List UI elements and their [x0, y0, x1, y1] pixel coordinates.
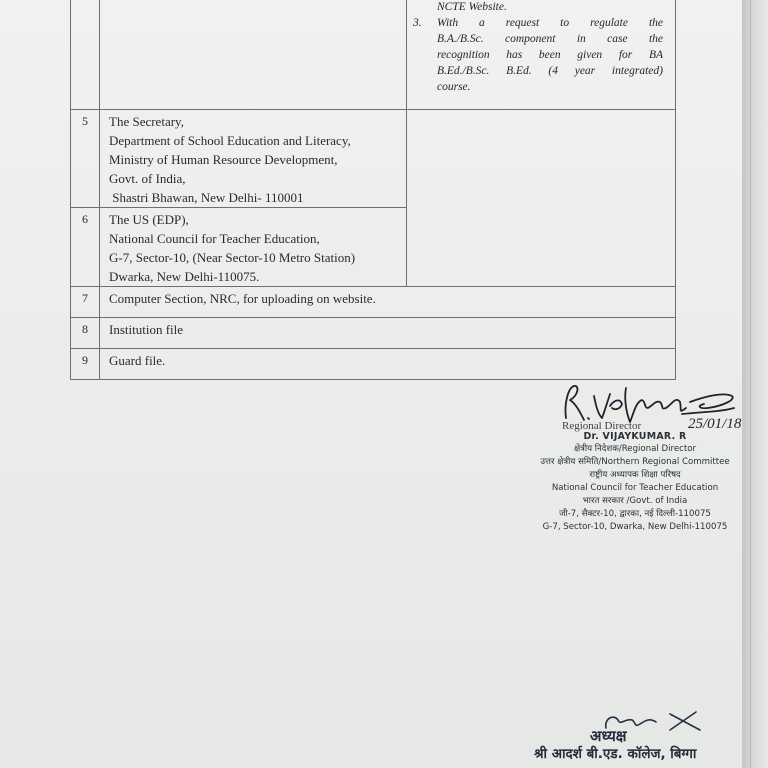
address-cell — [100, 208, 407, 287]
page-fold-line — [750, 0, 751, 768]
address-line: Govt. of India, — [109, 171, 186, 186]
note-line: recognition has been given for BA — [437, 49, 663, 61]
note-line: B.A./B.Sc. component in case the — [437, 33, 663, 45]
note-cell — [407, 0, 676, 110]
row-number-cell — [71, 349, 100, 380]
stamp-line: भारत सरकार /Govt. of India — [582, 496, 688, 506]
address-line: G-7, Sector-10, (Near Sector-10 Metro Station) — [109, 250, 356, 265]
address-cell — [100, 287, 676, 318]
signature-block — [510, 382, 742, 542]
address-line: Department of School Education and Literacy, — [109, 133, 351, 148]
table-row — [71, 349, 676, 380]
stamp-line: जी-7, सैक्टर-10, द्वारका, नई दिल्ली-110075 — [559, 509, 711, 519]
address-cell — [100, 0, 407, 110]
address-line: The US (EDP), — [109, 212, 189, 227]
official-stamp — [528, 416, 742, 534]
stamp-line: उत्तर क्षेत्रीय समिति/Northern Regional Committee — [540, 457, 730, 467]
address-line: National Council for Teacher Education, — [109, 231, 320, 246]
address-line: Guard file. — [109, 353, 166, 368]
note-line: B.Ed./B.Sc. B.Ed. (4 year integrated) — [437, 65, 663, 77]
address-line: Shastri Bhawan, New Delhi- 110001 — [109, 190, 304, 205]
officer-name: Dr. VIJAYKUMAR. R — [583, 431, 687, 442]
note-line: With a request to regulate the — [437, 17, 663, 29]
stamp-line: राष्ट्रीय अध्यापक शिक्षा परिषद — [589, 470, 681, 480]
address-line: Dwarka, New Delhi-110075. — [109, 269, 260, 284]
stamp-line: National Council for Teacher Education — [551, 483, 719, 493]
row-number: 5 — [82, 114, 88, 128]
stamp-line: क्षेत्रीय निदेशक/Regional Director — [573, 444, 697, 454]
address-line: Institution file — [109, 322, 184, 337]
row-number-cell — [71, 110, 100, 208]
regulation-note — [407, 0, 675, 109]
distribution-table — [70, 0, 676, 380]
row-number-cell — [71, 208, 100, 287]
page-edge-shadow — [742, 0, 768, 768]
table-row — [71, 110, 676, 208]
table-row — [71, 0, 676, 110]
row-number-cell — [71, 318, 100, 349]
row-number: 8 — [82, 322, 88, 336]
address-line: Ministry of Human Resource Development, — [109, 152, 338, 167]
note-item-number: 3. — [413, 17, 422, 29]
note-line: course. — [437, 81, 471, 93]
note-first-line: NCTE Website. — [437, 1, 507, 13]
initials-signature — [520, 710, 750, 734]
note-body — [437, 15, 663, 95]
handwritten-date: 25/01/18 — [688, 416, 742, 432]
stamp-title-regional-director: Regional Director — [562, 420, 642, 432]
address-cell — [100, 110, 407, 208]
address-line: Computer Section, NRC, for uploading on website. — [109, 291, 376, 306]
row-number: 6 — [82, 212, 88, 226]
stamp-institution-name: श्री आदर्श बी.एड. कॉलेज, बिग्गा — [534, 746, 697, 762]
stamp-designation: अध्यक्ष — [590, 727, 627, 745]
stamp-line: G-7, Sector-10, Dwarka, New Delhi-110075 — [542, 522, 728, 532]
table-row — [71, 318, 676, 349]
row-number: 9 — [82, 353, 88, 367]
empty-note-cell — [407, 110, 676, 287]
address-cell — [100, 318, 676, 349]
address-line: The Secretary, — [109, 114, 184, 129]
row-number-cell — [71, 287, 100, 318]
table-row — [71, 287, 676, 318]
address-cell — [100, 349, 676, 380]
institution-stamp — [520, 710, 750, 768]
row-number-cell — [71, 0, 100, 110]
row-number: 7 — [82, 291, 88, 305]
